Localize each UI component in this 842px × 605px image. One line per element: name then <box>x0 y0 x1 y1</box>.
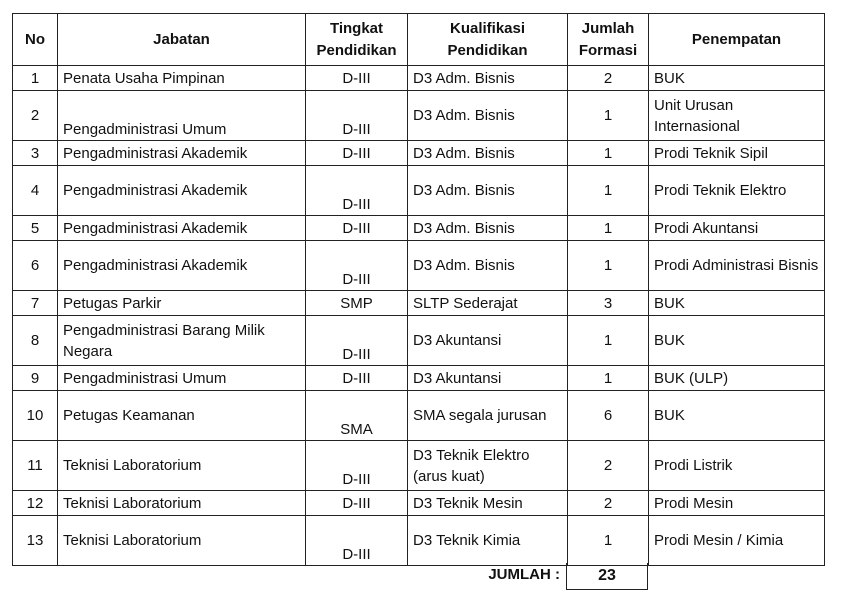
table-row <box>13 241 825 291</box>
cell-jumlah: 1 <box>568 166 649 216</box>
cell-jabatan: Pengadministrasi Umum <box>58 366 306 391</box>
total-value: 23 <box>566 563 648 590</box>
cell-kualifikasi: D3 Akuntansi <box>408 366 568 391</box>
table-row <box>13 91 825 141</box>
header-jumlah: Jumlah Formasi <box>568 14 649 66</box>
cell-no: 6 <box>13 241 58 291</box>
cell-jumlah: 2 <box>568 441 649 491</box>
table-row <box>13 441 825 491</box>
cell-tingkat: SMP <box>306 291 408 316</box>
formasi-table <box>12 13 825 566</box>
cell-no: 2 <box>13 91 58 141</box>
cell-tingkat: D-III <box>306 516 408 566</box>
cell-kualifikasi: D3 Adm. Bisnis <box>408 241 568 291</box>
cell-kualifikasi: D3 Teknik Kimia <box>408 516 568 566</box>
cell-jumlah: 1 <box>568 241 649 291</box>
cell-tingkat: D-III <box>306 141 408 166</box>
cell-tingkat: D-III <box>306 366 408 391</box>
table-row <box>13 316 825 366</box>
cell-kualifikasi: SMA segala jurusan <box>408 391 568 441</box>
cell-kualifikasi: D3 Adm. Bisnis <box>408 166 568 216</box>
cell-tingkat: D-III <box>306 316 408 366</box>
cell-penempatan: Prodi Listrik <box>649 441 825 491</box>
cell-jumlah: 1 <box>568 316 649 366</box>
cell-jumlah: 2 <box>568 491 649 516</box>
cell-jabatan: Pengadministrasi Umum <box>58 91 306 141</box>
cell-jabatan: Teknisi Laboratorium <box>58 491 306 516</box>
cell-kualifikasi: D3 Teknik Mesin <box>408 491 568 516</box>
header-tingkat: Tingkat Pendidikan <box>306 14 408 66</box>
cell-jumlah: 1 <box>568 216 649 241</box>
cell-tingkat: SMA <box>306 391 408 441</box>
header-jabatan: Jabatan <box>58 14 306 66</box>
cell-kualifikasi: SLTP Sederajat <box>408 291 568 316</box>
cell-jabatan: Pengadministrasi Akademik <box>58 216 306 241</box>
cell-tingkat: D-III <box>306 241 408 291</box>
header-kualifikasi: Kualifikasi Pendidikan <box>408 14 568 66</box>
cell-jumlah: 2 <box>568 66 649 91</box>
cell-kualifikasi: D3 Akuntansi <box>408 316 568 366</box>
cell-jabatan: Petugas Parkir <box>58 291 306 316</box>
cell-tingkat: D-III <box>306 66 408 91</box>
cell-no: 3 <box>13 141 58 166</box>
cell-jumlah: 1 <box>568 516 649 566</box>
cell-jabatan: Pengadministrasi Akademik <box>58 241 306 291</box>
cell-no: 13 <box>13 516 58 566</box>
cell-no: 9 <box>13 366 58 391</box>
cell-jumlah: 1 <box>568 366 649 391</box>
cell-penempatan: Prodi Mesin <box>649 491 825 516</box>
table-row <box>13 141 825 166</box>
cell-penempatan: BUK <box>649 291 825 316</box>
table-row <box>13 391 825 441</box>
table-row <box>13 166 825 216</box>
cell-kualifikasi: D3 Adm. Bisnis <box>408 91 568 141</box>
table-row <box>13 291 825 316</box>
cell-jabatan: Teknisi Laboratorium <box>58 441 306 491</box>
header-penempatan: Penempatan <box>649 14 825 66</box>
cell-penempatan: Unit Urusan Internasional <box>649 91 825 141</box>
cell-jumlah: 1 <box>568 141 649 166</box>
cell-jabatan: Pengadministrasi Akademik <box>58 141 306 166</box>
cell-penempatan: BUK (ULP) <box>649 366 825 391</box>
table-row <box>13 366 825 391</box>
cell-kualifikasi: D3 Adm. Bisnis <box>408 66 568 91</box>
cell-no: 12 <box>13 491 58 516</box>
cell-no: 10 <box>13 391 58 441</box>
table-row <box>13 491 825 516</box>
cell-tingkat: D-III <box>306 91 408 141</box>
header-no: No <box>13 14 58 66</box>
cell-jumlah: 6 <box>568 391 649 441</box>
cell-penempatan: Prodi Administrasi Bisnis <box>649 241 825 291</box>
cell-jumlah: 3 <box>568 291 649 316</box>
table-row <box>13 516 825 566</box>
cell-penempatan: BUK <box>649 391 825 441</box>
cell-no: 1 <box>13 66 58 91</box>
cell-jabatan: Pengadministrasi Barang Milik Negara <box>58 316 306 366</box>
table-row <box>13 216 825 241</box>
cell-tingkat: D-III <box>306 491 408 516</box>
cell-jumlah: 1 <box>568 91 649 141</box>
cell-no: 4 <box>13 166 58 216</box>
total-label: JUMLAH : <box>488 566 560 583</box>
cell-jabatan: Teknisi Laboratorium <box>58 516 306 566</box>
cell-no: 5 <box>13 216 58 241</box>
cell-penempatan: Prodi Teknik Elektro <box>649 166 825 216</box>
cell-tingkat: D-III <box>306 216 408 241</box>
cell-kualifikasi: D3 Adm. Bisnis <box>408 141 568 166</box>
table-row <box>13 66 825 91</box>
cell-kualifikasi: D3 Adm. Bisnis <box>408 216 568 241</box>
cell-no: 11 <box>13 441 58 491</box>
cell-penempatan: BUK <box>649 66 825 91</box>
cell-jabatan: Pengadministrasi Akademik <box>58 166 306 216</box>
cell-penempatan: Prodi Mesin / Kimia <box>649 516 825 566</box>
cell-no: 7 <box>13 291 58 316</box>
cell-penempatan: Prodi Akuntansi <box>649 216 825 241</box>
cell-jabatan: Petugas Keamanan <box>58 391 306 441</box>
cell-tingkat: D-III <box>306 441 408 491</box>
cell-jabatan: Penata Usaha Pimpinan <box>58 66 306 91</box>
cell-kualifikasi: D3 Teknik Elektro (arus kuat) <box>408 441 568 491</box>
header-row <box>13 14 825 66</box>
cell-tingkat: D-III <box>306 166 408 216</box>
cell-penempatan: Prodi Teknik Sipil <box>649 141 825 166</box>
cell-penempatan: BUK <box>649 316 825 366</box>
cell-no: 8 <box>13 316 58 366</box>
